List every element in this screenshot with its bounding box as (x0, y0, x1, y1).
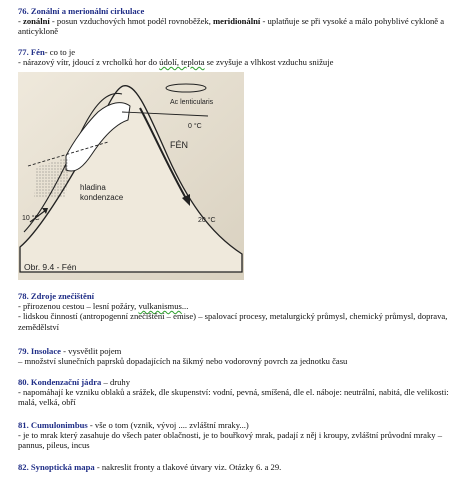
section-76-text: - zonální - posun vzduchových hmot podél rovnoběžek, meridionální - uplatňuje se při vysoké a málo pohyblivé cykloně a anticykloně (18, 16, 445, 37)
spellcheck-underlined-text: údolí, teplota (159, 57, 205, 68)
section-76-heading (18, 6, 458, 16)
section-80-text: - napomáhají ke vzniku oblaků a srážek, dle skupenství: vodní, pevná, smíšená, dle el. náboje: neutrální, nabitá, dle velikosti: malá, velká, obří (18, 387, 449, 408)
section-78 (18, 291, 458, 332)
section-79 (18, 346, 458, 366)
section-82 (18, 462, 458, 472)
heading-title: Zonální a merionální cirkulace (30, 6, 145, 16)
section-81-text: - je to mrak který zasahuje do všech pater oblačnosti, je to bouřkový mrak, padají z něj i kroupy, zvláštní průvodní mraky – pannus, pileus, incus (18, 430, 442, 451)
label-hladina: hladina (80, 183, 106, 192)
section-79-text: – množství slunečních paprsků dopadajících na šikmý nebo vodorovný povrch za jednotku času (18, 356, 348, 367)
section-78-heading: 78. Zdroje znečištění (18, 291, 94, 301)
section-76 (18, 6, 458, 37)
label-ten-celsius: 10 °C (22, 215, 40, 222)
fen-diagram (18, 72, 244, 280)
label-zero-celsius: 0 °C (188, 123, 202, 130)
section-77-heading: 77. Fén- co to je (18, 47, 76, 57)
section-77-text: - nárazový vítr, jdoucí z vrcholků hor do údolí, teplota se zvyšuje a vlhkost vzduchu snižuje (18, 57, 334, 68)
section-79-heading: 79. Insolace - vysvětlit pojem (18, 346, 122, 356)
term-zonalni: zonální (23, 16, 50, 27)
section-82-heading: 82. Synoptická mapa - nakreslit fronty a tlakové útvary viz. Otázky 6. a 29. (18, 462, 282, 472)
label-ac-lenticularis: Ac lenticularis (170, 99, 214, 106)
section-80 (18, 377, 458, 408)
section-78-line1: - přirozenou cestou – lesní požáry, vulkanismus... (18, 301, 189, 312)
section-80-heading: 80. Kondenzační jádra – druhy (18, 377, 130, 387)
label-twenty-celsius: 20 °C (198, 217, 216, 224)
section-81 (18, 420, 458, 451)
section-78-line2: - lidskou činností (antropogenní znečištění – emise) – spalovací procesy, metalurgický průmysl, chemický průmysl, doprava, zemědělství (18, 311, 448, 332)
label-fen: FÉN (170, 140, 188, 150)
section-81-heading: 81. Cumulonimbus - vše o tom (vznik, vývoj .... zvláštní mraky...) (18, 420, 249, 430)
figure-caption: Obr. 9.4 - Fén (24, 262, 77, 272)
label-kondenzace: kondenzace (80, 193, 124, 202)
heading-number: 76. (18, 6, 29, 16)
fen-diagram-photo (18, 72, 244, 280)
section-77 (18, 47, 458, 67)
term-meridionalni: meridionální (213, 16, 261, 27)
